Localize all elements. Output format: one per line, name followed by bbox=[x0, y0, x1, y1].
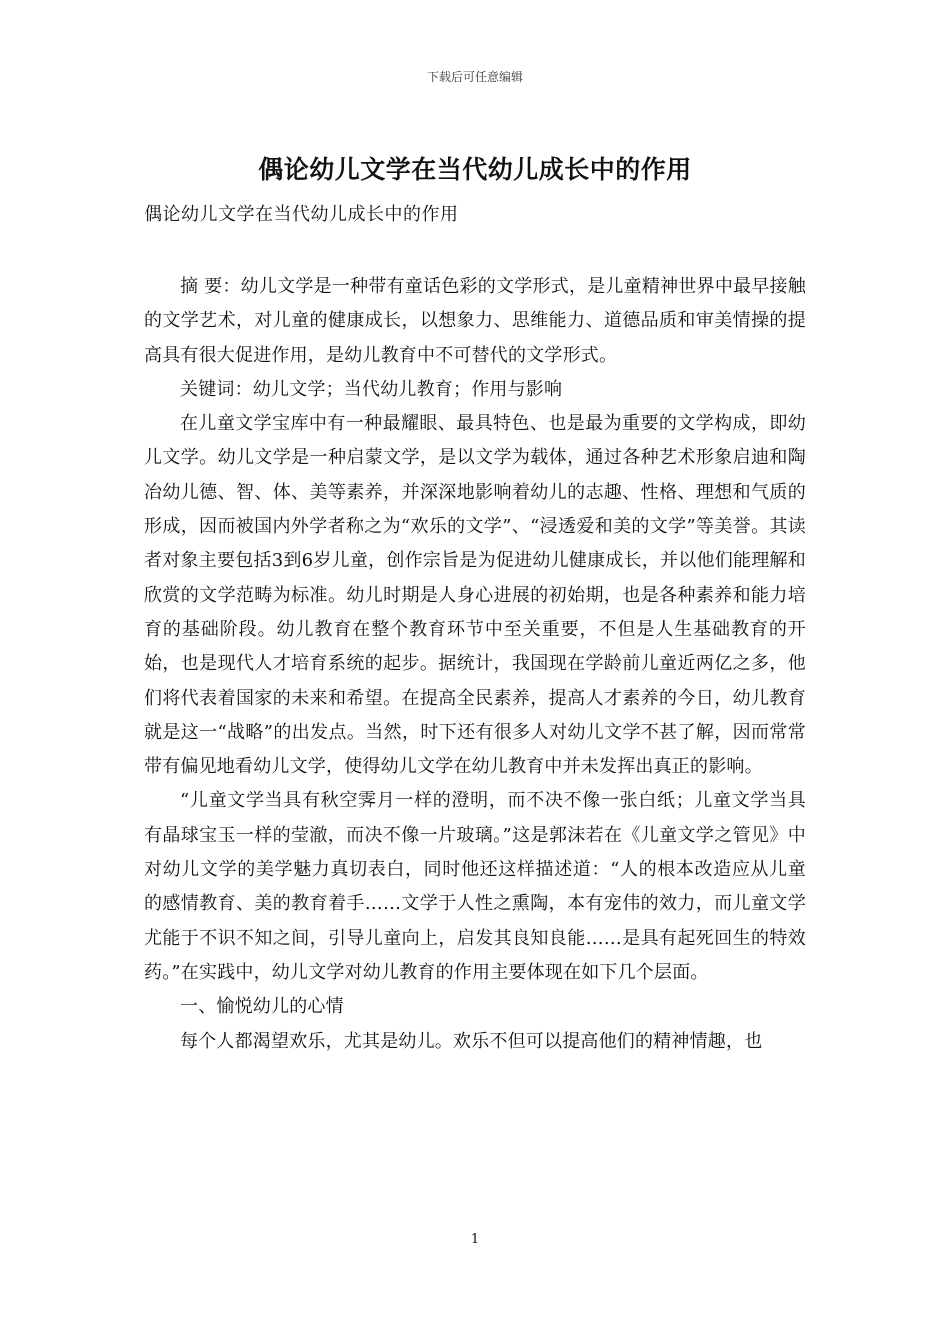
page-number: 1 bbox=[470, 1232, 480, 1247]
document-body bbox=[144, 270, 806, 1059]
section-heading: 一、愉悦幼儿的心情 bbox=[180, 996, 344, 1018]
body-paragraph: 在儿童文学宝库中有一种最耀眼、最具特色、也是最为重要的文学构成，即幼儿文学。幼儿文学是一种启蒙文学，是以文学为载体，通过各种艺术形象启迪和陶冶幼儿德、智、体、美等素养，并深深地影响着幼儿的志趣、性格、理想和气质的形成，因而被国内外学者称之为“欢乐的文学”、“浸透爱和美的文学”等美誉。其读者对象主要包括3到6岁儿童，创作宗旨是为促进幼儿健康成长，并以他们能理解和欣赏的文学范畴为标准。幼儿时期是人身心进展的初始期，也是各种素养和能力培育的基础阶段。幼儿教育在整个教育环节中至关重要，不但是人生基础教育的开始，也是现代人才培育系统的起步。据统计，我国现在学龄前儿童近两亿之多，他们将代表着国家的未来和希望。在提高全民素养，提高人才素养的今日，幼儿教育就是这一“战略”的出发点。当然，时下还有很多人对幼儿文学不甚了解，因而常常带有偏见地看幼儿文学，使得幼儿文学在幼儿教育中并未发挥出真正的影响。 bbox=[144, 413, 806, 778]
abstract-paragraph: 摘 要：幼儿文学是一种带有童话色彩的文学形式，是儿童精神世界中最早接触的文学艺术，对儿童的健康成长，以想象力、思维能力、道德品质和审美情操的提高具有很大促进作用，是幼儿教育中不可替代的文学形式。 bbox=[144, 276, 806, 366]
body-paragraph: “儿童文学当具有秋空霁月一样的澄明，而不决不像一张白纸；儿童文学当具有晶球宝玉一样的莹澈，而决不像一片玻璃。”这是郭沫若在《儿童文学之管见》中对幼儿文学的美学魅力真切表白，同时他还这样描述道：“人的根本改造应从儿童的感情教育、美的教育着手……文学于人性之熏陶，本有宠伟的效力，而儿童文学尤能于不识不知之间，引导儿童向上，启发其良知良能……是具有起死回生的特效药。”在实践中，幼儿文学对幼儿教育的作用主要体现在如下几个层面。 bbox=[144, 790, 806, 983]
header-note: 下载后可任意编辑 bbox=[426, 70, 523, 84]
body-paragraph: 每个人都渴望欢乐，尤其是幼儿。欢乐不但可以提高他们的精神情趣，也 bbox=[180, 1030, 763, 1052]
document-subtitle: 偶论幼儿文学在当代幼儿成长中的作用 bbox=[144, 204, 459, 225]
document-title: 偶论幼儿文学在当代幼儿成长中的作用 bbox=[258, 155, 692, 184]
keywords-paragraph: 关键词：幼儿文学；当代幼儿教育；作用与影响 bbox=[180, 378, 563, 400]
